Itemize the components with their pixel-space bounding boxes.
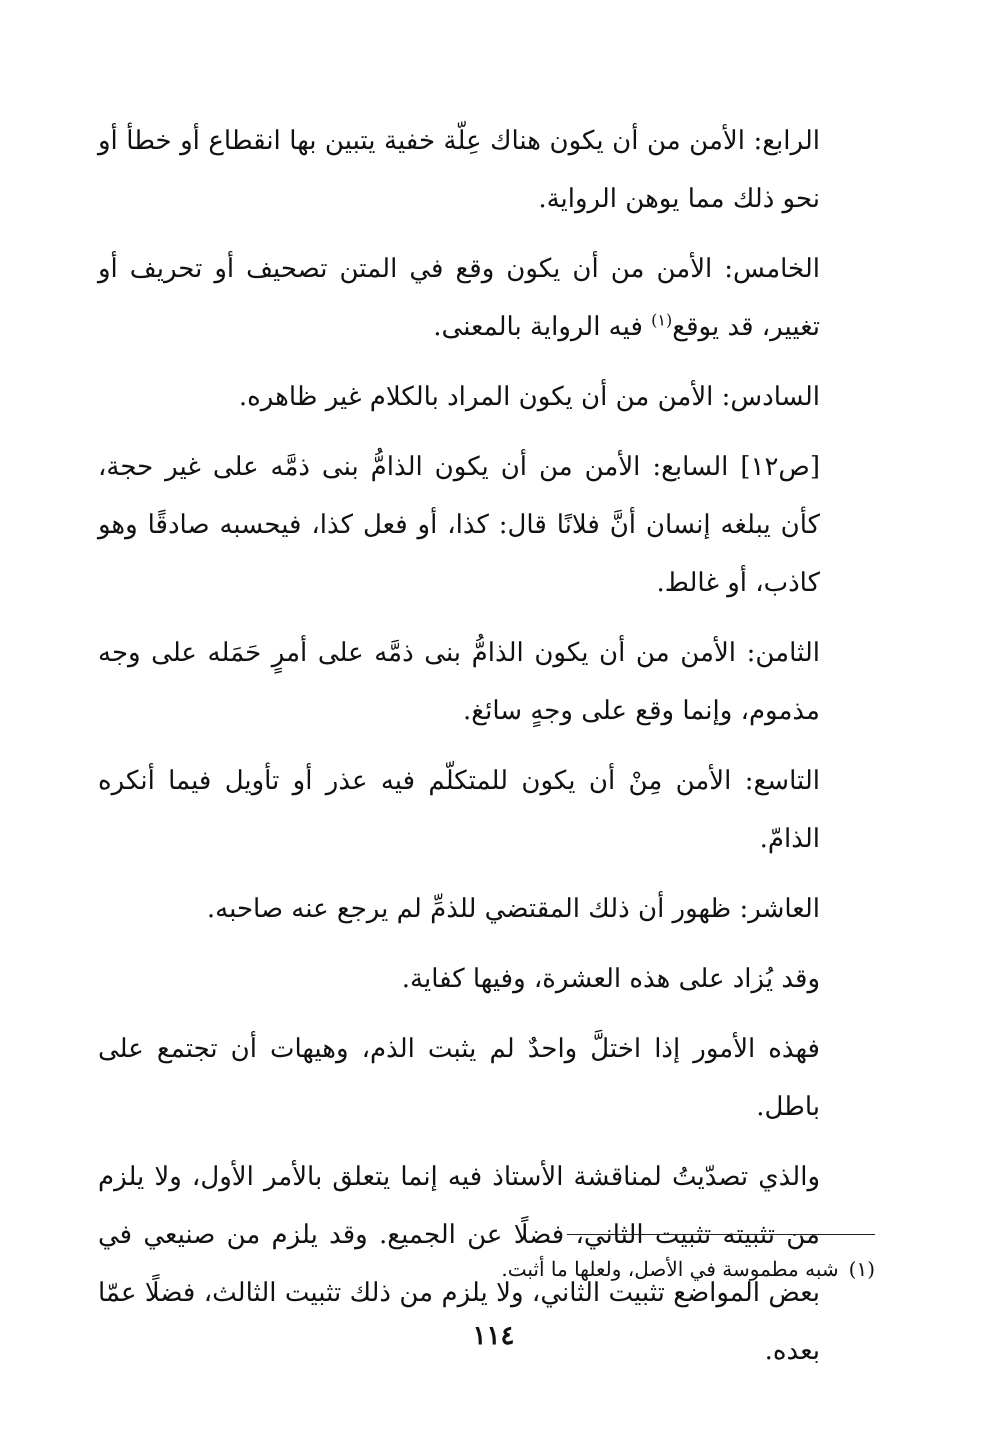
footnote-number: (١) — [848, 1257, 875, 1281]
paragraph-9th: التاسع: الأمن مِنْ أن يكون للمتكلّم فيه عذر أو تأويل فيما أنكره الذامّ. — [98, 766, 820, 854]
footnote-divider — [567, 1234, 875, 1235]
paragraph-8th: الثامن: الأمن من أن يكون الذامُّ بنى ذمَّه على أمرٍ حَمَله على وجه مذموم، وإنما وقع على وجهٍ سائغ. — [98, 638, 820, 726]
paragraph-extra: وقد يُزاد على هذه العشرة، وفيها كفاية. — [401, 964, 820, 994]
paragraph-5th-text: الخامس: الأمن من أن يكون وقع في المتن تصحيف أو تحريف أو تغيير، قد يوقع — [98, 254, 820, 342]
paragraph-author-note: والذي تصدّيتُ لمناقشة الأستاذ فيه إنما يتعلق بالأمر الأول، ولا يلزم من تثبيته تثبيت الثاني، فضلًا عن الجميع. وقد يلزم من صنيعي في بعض المواضع تثبيت الثاني، ولا يلزم من ذلك تثبيت الثالث، فضلًا عمّا بعده. — [98, 1162, 820, 1366]
footnote — [501, 1253, 875, 1285]
paragraph-4th: الرابع: الأمن من أن يكون هناك عِلّة خفية يتبين بها انقطاع أو خطأ أو نحو ذلك مما يوهن الرواية. — [98, 126, 820, 214]
paragraph-6th: السادس: الأمن من أن يكون المراد بالكلام غير ظاهره. — [238, 382, 820, 412]
footnote-marker[interactable]: (١) — [651, 310, 673, 330]
main-text — [98, 112, 820, 1392]
paragraph-conclusion: فهذه الأمور إذا اختلَّ واحدٌ لم يثبت الذم، وهيهات أن تجتمع على باطل. — [98, 1034, 820, 1122]
paragraph-7th: [ص١٢] السابع: الأمن من أن يكون الذامُّ بنى ذمَّه على غير حجة، كأن يبلغه إنسان أنَّ فلانًا قال: كذا، أو فعل كذا، فيحسبه صادقًا وهو كاذب، أو غالط. — [98, 452, 820, 598]
paragraph-5th — [98, 240, 820, 356]
paragraph-10th: العاشر: ظهور أن ذلك المقتضي للذمِّ لم يرجع عنه صاحبه. — [206, 894, 820, 924]
paragraph-5th-tail: فيه الرواية بالمعنى. — [433, 312, 652, 342]
footnote-text: شبه مطموسة في الأصل، ولعلها ما أثبت. — [501, 1257, 839, 1281]
page-number: ١١٤ — [472, 1321, 515, 1351]
